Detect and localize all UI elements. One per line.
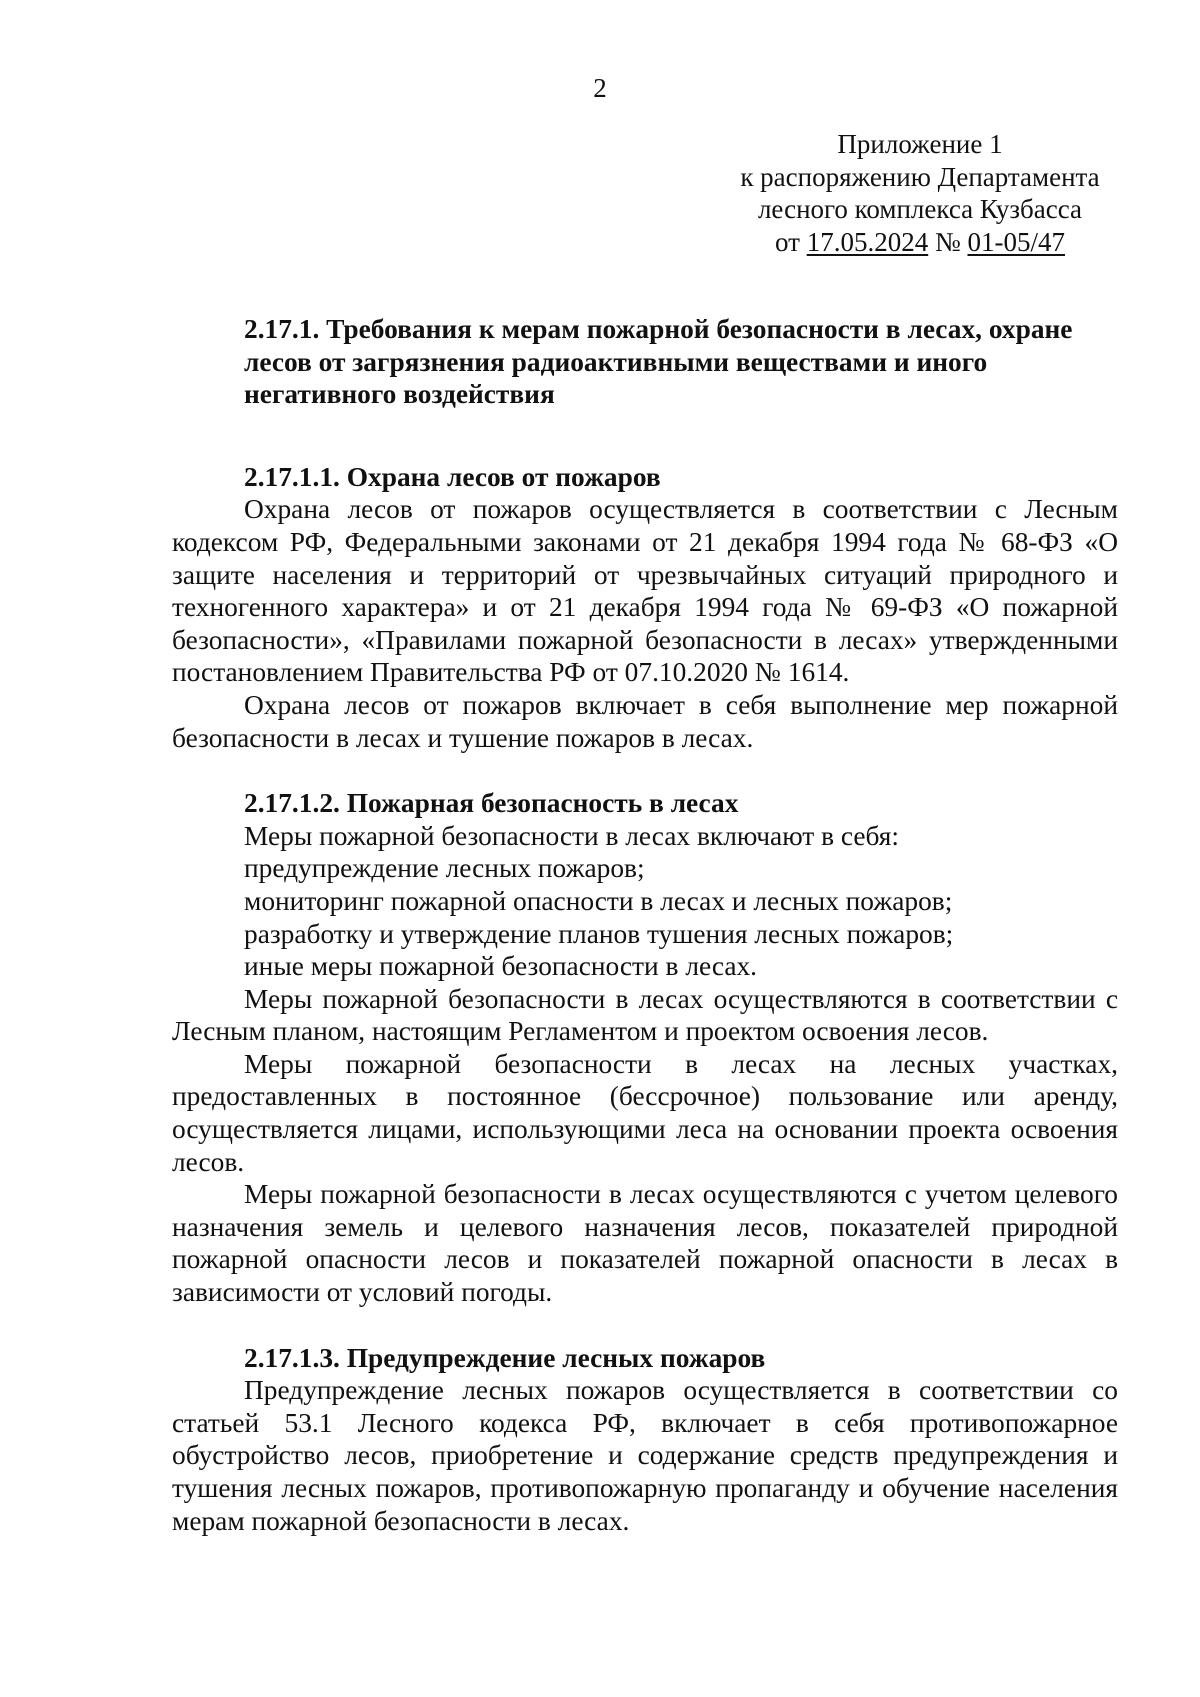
list-item: предупреждение лесных пожаров; [244,853,645,884]
paragraph: Охрана лесов от пожаров включает в себя выполнение мер пожарной безопасности в лесах и тушение пожаров в лесах. [172,689,1118,753]
paragraph: Меры пожарной безопасности в лесах на лесных участках, предоставленных в постоянное (бессрочное) пользование или аренду, осуществляется лицами, использующими леса на основании проекта освоения лесов. [172,1048,1118,1177]
document-body [172,313,1118,1570]
paragraph: Меры пожарной безопасности в лесах осуществляются в соответствии с Лесным планом, настоящим Регламентом и проектом освоения лесов. [172,983,1118,1047]
main-title: 2.17.1. Требования к мерам пожарной безопасности в лесах, охране лесов от загрязнения радиоактивными веществами и иного негативного воздействия [244,314,1073,410]
number-prefix: № [928,226,968,257]
appendix-department: лесного комплекса Кузбасса [757,194,1083,224]
section-fire-protection [172,461,1118,754]
date-prefix: от [775,226,807,257]
order-date: 17.05.2024 [806,226,929,257]
appendix-date-line [700,226,1140,259]
list-item: иные меры пожарной безопасности в лесах. [244,951,758,982]
list-item: Меры пожарной безопасности в лесах включают в себя: [244,820,900,851]
appendix-title: Приложение 1 [837,129,1003,159]
paragraph: Меры пожарной безопасности в лесах осуществляются с учетом целевого назначения земель и целевого назначения лесов, показателей природной пожарной опасности лесов и показателей пожарной опасности в лесах в зависимости от условий погоды. [172,1179,1118,1308]
section-title: 2.17.1.2. Пожарная безопасность в лесах [244,788,739,819]
paragraph: Предупреждение лесных пожаров осуществляется в соответствии со статьей 53.1 Лесного кодекса РФ, включает в себя противопожарное обустройство лесов, приобретение и содержание средств предупреждения и тушения лесных пожаров, противопожарную пропаганду и обучение населения мерам пожарной безопасности в лесах. [172,1375,1118,1536]
paragraph: Охрана лесов от пожаров осуществляется в соответствии с Лесным кодексом РФ, Федеральными законами от 21 декабря 1994 года № 68-ФЗ «О защите населения и территорий от чрезвычайных ситуаций природного и техногенного характера» и от 21 декабря 1994 года № 69-ФЗ «О пожарной безопасности», «Правилами пожарной безопасности в лесах» утвержденными постановлением Правительства РФ от 07.10.2020 № 1614. [172,494,1118,688]
order-number: 01-05/47 [967,226,1065,257]
list-item: мониторинг пожарной опасности в лесах и лесных пожаров; [244,885,953,916]
section-title: 2.17.1.1. Охрана лесов от пожаров [244,461,661,492]
section-title: 2.17.1.3. Предупреждение лесных пожаров [244,1342,766,1373]
appendix-header [700,128,1140,258]
section-fire-prevention [172,1342,1118,1538]
section-fire-safety [172,787,1118,1309]
appendix-order-ref: к распоряжению Департамента [740,161,1100,192]
page-number: 2 [593,73,607,103]
list-item: разработку и утверждение планов тушения лесных пожаров; [244,918,954,949]
